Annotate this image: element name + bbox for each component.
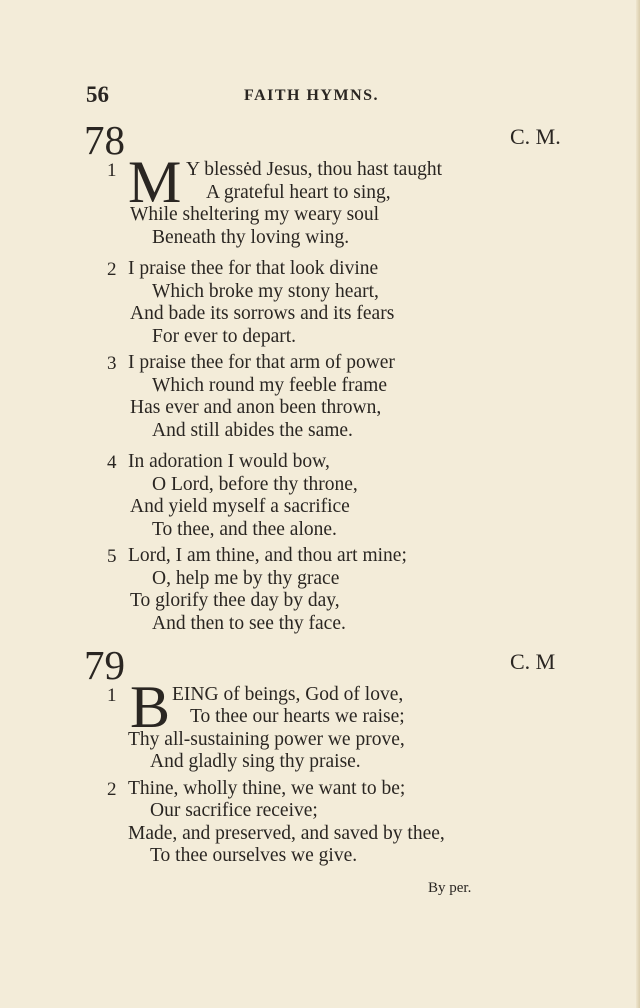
verse-line: Thine, wholly thine, we want to be;: [128, 778, 406, 799]
attribution: By per.: [428, 880, 472, 896]
page-number: 56: [86, 82, 109, 107]
verse-line: O Lord, before thy throne,: [152, 474, 358, 495]
verse-line: Which round my feeble frame: [152, 375, 387, 396]
verse-line: To thee, and thee alone.: [152, 519, 337, 540]
verse-number: 5: [107, 546, 117, 567]
verse-line: EING of beings, God of love,: [172, 684, 404, 705]
hymn-meter: C. M: [510, 649, 556, 674]
running-head: [0, 82, 640, 112]
verse-line: Lord, I am thine, and thou art mine;: [128, 545, 407, 566]
verse-line: To glorify thee day by day,: [130, 590, 340, 611]
verse-line: And then to see thy face.: [152, 613, 346, 634]
verse-number: 2: [107, 779, 117, 800]
verse-line: And bade its sorrows and its fears: [130, 303, 395, 324]
verse-line: In adoration I would bow,: [128, 451, 330, 472]
verse-line: For ever to depart.: [152, 326, 297, 347]
verse-line: I praise thee for that arm of power: [128, 352, 395, 373]
verse-line: While sheltering my weary soul: [130, 204, 380, 225]
verse-line: Beneath thy loving wing.: [152, 227, 350, 248]
verse-line: Has ever and anon been thrown,: [130, 397, 382, 418]
verse-line: Our sacrifice receive;: [150, 800, 318, 821]
hymn-number: 78: [84, 117, 125, 163]
hymn-number: 79: [84, 642, 125, 688]
verse-line: Made, and preserved, and saved by thee,: [128, 823, 445, 844]
verse-number: 4: [107, 452, 117, 473]
verse-line: To thee our hearts we raise;: [190, 706, 405, 727]
verse-number: 2: [107, 259, 117, 280]
book-title: FAITH HYMNS.: [244, 87, 380, 104]
verse-line: I praise thee for that look divine: [128, 258, 379, 279]
verse-line: To thee ourselves we give.: [150, 845, 358, 866]
drop-cap: B: [130, 674, 171, 740]
verse-line: Thy all-sustaining power we prove,: [128, 729, 405, 750]
verse-line: Y blessėd Jesus, thou hast taught: [186, 159, 443, 180]
verse-line: And yield myself a sacrifice: [130, 496, 350, 517]
verse-number: 1: [107, 160, 117, 181]
verse-line: O, help me by thy grace: [152, 568, 340, 589]
verse-number: 1: [107, 685, 117, 706]
verse-line: And still abides the same.: [152, 420, 353, 441]
verse-number: 3: [107, 353, 117, 374]
verse-line: Which broke my stony heart,: [152, 281, 379, 302]
drop-cap: M: [128, 149, 182, 215]
verse-line: And gladly sing thy praise.: [150, 751, 361, 772]
page-edge: [636, 0, 640, 1008]
verse-line: A grateful heart to sing,: [206, 182, 391, 203]
hymn-meter: C. M.: [510, 124, 561, 149]
